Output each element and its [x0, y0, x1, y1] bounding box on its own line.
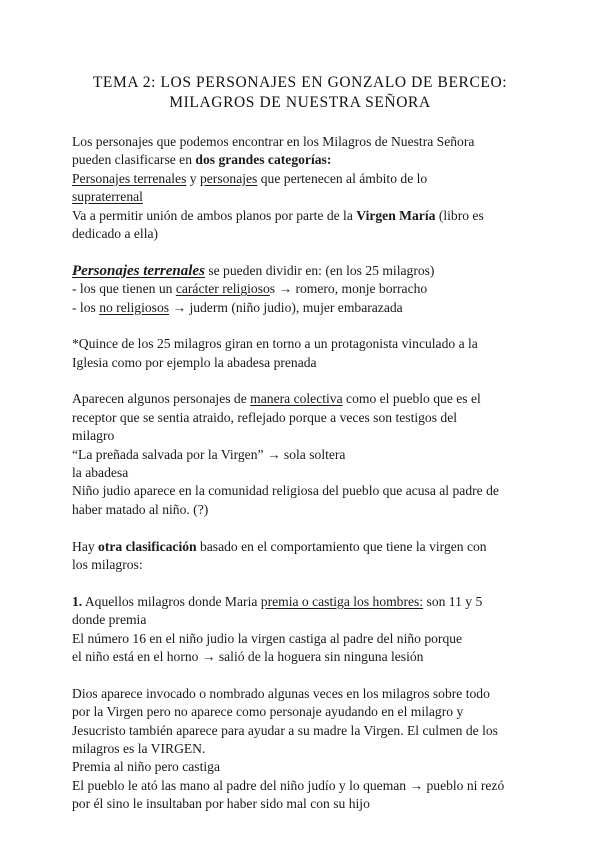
paragraph-line: por la Virgen pero no aparece como personaje ayudando en el milagro y — [72, 704, 464, 720]
paragraph-line: El pueblo le ató las mano al padre del niño judío y lo queman → pueblo ni rezó — [72, 777, 505, 793]
document-title-line-2: MILAGROS DE NUESTRA SEÑORA — [169, 94, 431, 111]
underlined-text: no religiosos — [99, 299, 170, 315]
paragraph-line: pueden clasificarse en dos grandes categorías: — [72, 152, 332, 168]
paragraph-line: Aparecen algunos personajes de manera colectiva como el pueblo que es el — [72, 391, 481, 407]
paragraph-line: 1. Aquellos milagros donde Maria premia o castiga los hombres: son 11 y 5 — [72, 593, 483, 609]
paragraph-line: milagros es la VIRGEN. — [72, 740, 206, 756]
document-title-line-1: TEMA 2: LOS PERSONAJES EN GONZALO DE BERCEO: — [92, 74, 508, 91]
paragraph-line: Personajes terrenales y personajes que pertenecen al ámbito de lo — [72, 170, 428, 186]
underlined-text: Personajes terrenales — [72, 170, 187, 186]
paragraph-line: los milagros: — [72, 556, 143, 572]
paragraph-line: Dios aparece invocado o nombrado algunas veces en los milagros sobre todo — [72, 685, 490, 701]
paragraph-line: Niño judio aparece en la comunidad religiosa del pueblo que acusa al padre de — [72, 483, 499, 499]
bold-text: Virgen María — [356, 207, 436, 223]
paragraph-line: receptor que se sentia atraido, reflejado porque a veces son testigos del — [72, 409, 458, 425]
paragraph-line: donde premia — [72, 612, 147, 628]
paragraph-line: haber matado al niño. (?) — [72, 501, 209, 517]
underlined-text: manera colectiva — [250, 391, 343, 407]
paragraph-line: Va a permitir unión de ambos planos por parte de la Virgen María (libro es — [72, 207, 484, 223]
paragraph-line: el niño está en el horno → salió de la hoguera sin ninguna lesión — [72, 648, 424, 664]
bold-text: dos grandes categorías — [195, 152, 327, 168]
document-body — [72, 133, 532, 813]
paragraph-line: Iglesia como por ejemplo la abadesa prenada — [72, 354, 317, 370]
underlined-text: supraterrenal — [72, 189, 143, 205]
paragraph-line: Los personajes que podemos encontrar en los Milagros de Nuestra Señora — [72, 134, 475, 149]
list-item: - los que tienen un carácter religiosos → romero, monje borracho — [72, 281, 428, 297]
list-number: 1. — [72, 593, 83, 609]
section-heading: Personajes terrenales — [72, 262, 205, 279]
paragraph-line: Premia al niño pero castiga — [72, 759, 220, 775]
paragraph-line: milagro — [72, 428, 115, 444]
paragraph-line: El número 16 en el niño judio la virgen castiga al padre del niño porque — [72, 630, 463, 646]
paragraph-line: Personajes terrenales se pueden dividir en: (en los 25 milagros) — [72, 262, 435, 279]
paragraph-line: *Quince de los 25 milagros giran en torno a un protagonista vinculado a la — [72, 336, 478, 352]
list-item: - los no religiosos → juderm (niño judio), mujer embarazada — [72, 299, 403, 315]
paragraph-line: la abadesa — [72, 465, 129, 481]
paragraph-line: Jesucristo también aparece para ayudar a su madre la Virgen. El culmen de los — [72, 722, 498, 738]
paragraph-line: “La preñada salvada por la Virgen” → sola soltera — [72, 446, 346, 462]
bold-text: otra clasificación — [98, 538, 197, 554]
paragraph-line: dedicado a ella) — [72, 225, 159, 241]
paragraph-line: por él sino le insultaban por haber sido mal con su hijo — [72, 796, 370, 812]
paragraph-line: Hay otra clasificación basado en el comportamiento que tiene la virgen con — [72, 538, 487, 554]
underlined-text: premia o castiga los hombres: — [260, 593, 424, 609]
paragraph-line — [72, 188, 532, 206]
underlined-text: carácter religioso — [175, 281, 270, 297]
underlined-text: personajes — [199, 170, 258, 186]
